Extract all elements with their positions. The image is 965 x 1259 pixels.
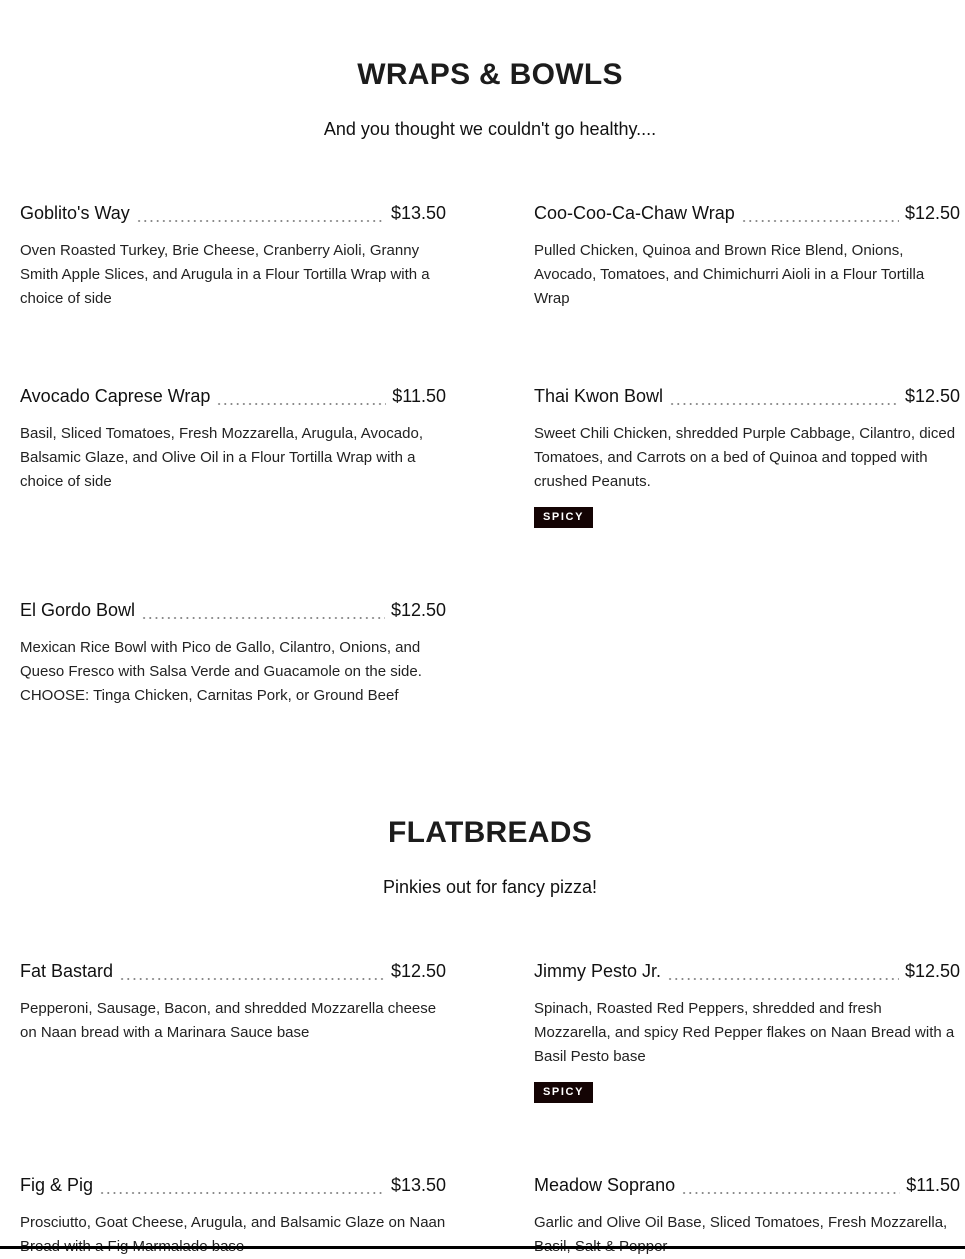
item-price: $12.50 <box>390 600 446 620</box>
item-name: Jimmy Pesto Jr. <box>534 961 662 981</box>
item-price: $12.50 <box>904 386 960 406</box>
item-name: Fig & Pig <box>20 1175 94 1195</box>
item-description: Oven Roasted Turkey, Brie Cheese, Cranberry Aioli, Granny Smith Apple Slices, and Arugula in a Flour Tortilla Wrap with a choice of side <box>20 242 430 307</box>
item-description: Pepperoni, Sausage, Bacon, and shredded Mozzarella cheese on Naan bread with a Marinara Sauce base <box>20 1000 437 1041</box>
dot-leader <box>216 392 386 406</box>
item-price: $13.50 <box>390 1175 446 1195</box>
section-title-flatbreads: FLATBREADS <box>387 816 593 849</box>
item-name: Meadow Soprano <box>534 1175 676 1195</box>
item-name: Thai Kwon Bowl <box>534 386 664 406</box>
item-price: $13.50 <box>390 203 446 223</box>
item-name: Coo-Coo-Ca-Chaw Wrap <box>534 203 735 223</box>
dot-leader <box>141 606 385 620</box>
spicy-badge: SPICY <box>534 507 593 528</box>
menu-item-goblitos-way <box>20 202 446 311</box>
item-description: Basil, Sliced Tomatoes, Fresh Mozzarella, Arugula, Avocado, Balsamic Glaze, and Olive Oil in a Flour Tortilla Wrap with a choice of side <box>20 425 423 490</box>
item-name: Goblito's Way <box>20 203 130 223</box>
item-description: Sweet Chili Chicken, shredded Purple Cabbage, Cilantro, diced Tomatoes, and Carrots on a bed of Quinoa and topped with crushed Peanuts. <box>534 425 956 490</box>
menu-item-avocado-caprese-wrap <box>20 385 446 494</box>
dot-leader <box>136 209 385 223</box>
section-subtitle-flatbreads: Pinkies out for fancy pizza! <box>382 877 598 897</box>
item-name: Avocado Caprese Wrap <box>20 386 211 406</box>
dot-leader <box>741 209 899 223</box>
dot-leader <box>681 1181 900 1195</box>
menu-item-fat-bastard <box>20 960 446 1045</box>
item-description: Prosciutto, Goat Cheese, Arugula, and Balsamic Glaze on Naan <box>20 1214 446 1231</box>
item-price: $12.50 <box>904 961 960 981</box>
item-name: Fat Bastard <box>20 961 114 981</box>
spicy-badge: SPICY <box>534 1082 593 1103</box>
section-title-wraps-bowls: WRAPS & BOWLS <box>357 58 623 91</box>
item-price: $11.50 <box>392 386 446 406</box>
menu-item-el-gordo-bowl <box>20 599 446 708</box>
item-price: $11.50 <box>906 1175 960 1195</box>
dot-leader <box>99 1181 385 1195</box>
menu-item-thai-kwon-bowl <box>534 385 960 528</box>
dot-leader <box>119 967 385 981</box>
item-description: Garlic and Olive Oil Base, Sliced Tomatoes, Fresh Mozzarella, <box>534 1214 948 1231</box>
menu-item-jimmy-pesto-jr <box>534 960 960 1103</box>
item-price: $12.50 <box>390 961 446 981</box>
item-description: Mexican Rice Bowl with Pico de Gallo, Cilantro, Onions, and Queso Fresco with Salsa Verde and Guacamole on the side. CHOOSE: Tinga Chicken, Carnitas Pork, or Ground Beef <box>20 639 422 704</box>
item-price: $12.50 <box>904 203 960 223</box>
menu-item-coo-coo-ca-chaw-wrap <box>534 202 960 311</box>
section-subtitle-wraps-bowls: And you thought we couldn't go healthy.... <box>323 119 657 139</box>
item-description: Pulled Chicken, Quinoa and Brown Rice Blend, Onions, Avocado, Tomatoes, and Chimichurri Aioli in a Flour Tortilla Wrap <box>534 242 925 307</box>
item-name: El Gordo Bowl <box>20 600 136 620</box>
dot-leader <box>667 967 899 981</box>
item-description: Spinach, Roasted Red Peppers, shredded and fresh Mozzarella, and spicy Red Pepper flakes on Naan Bread with a Basil Pesto base <box>534 1000 955 1065</box>
dot-leader <box>669 392 899 406</box>
